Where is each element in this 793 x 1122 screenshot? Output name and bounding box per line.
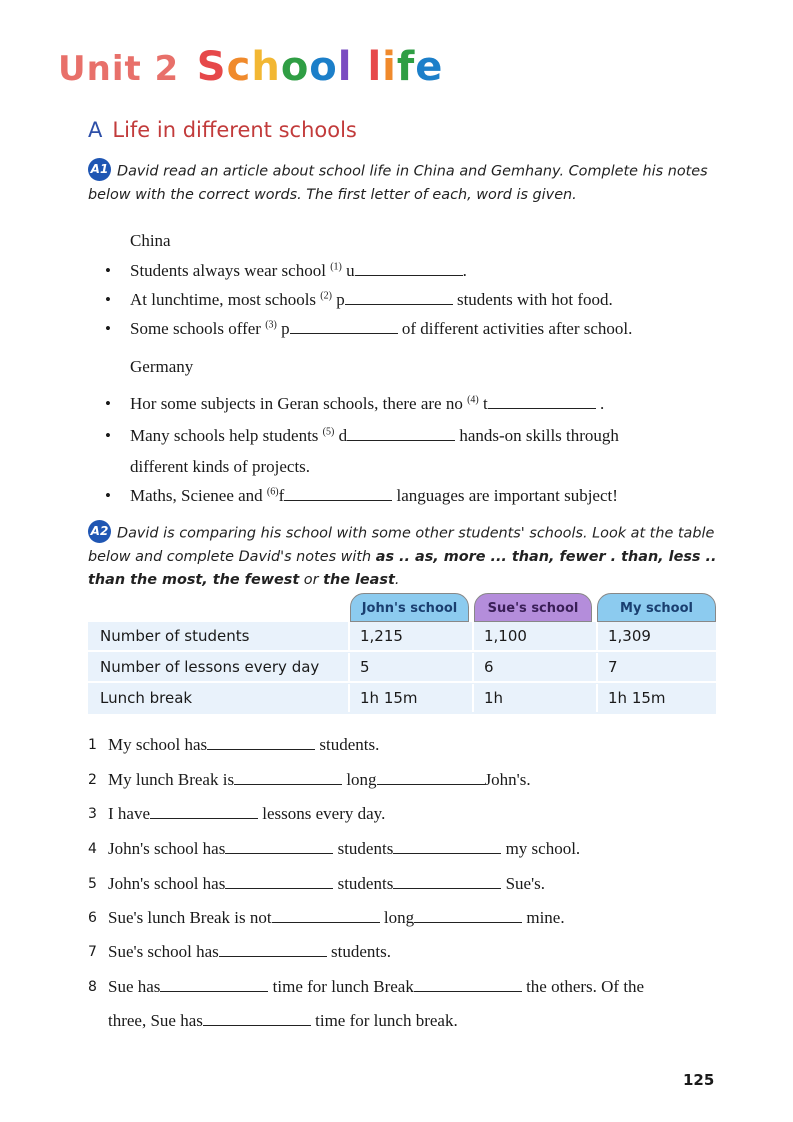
answer-blank[interactable] (272, 908, 380, 923)
answer-blank[interactable] (414, 908, 522, 923)
answer-blank-5[interactable] (347, 426, 455, 441)
unit-name-letter: h (251, 44, 281, 90)
unit-title (58, 44, 443, 90)
a2-instruction: A2 David is comparing his school with some other students' schools. Look at the table below and complete David's notes with as .. as, more ... than, fewer . than, less .. than the most, the fewest or the least. (88, 522, 728, 592)
a2-badge: A2 (88, 520, 111, 543)
unit-name-letter: c (226, 44, 252, 90)
answer-blank[interactable] (414, 977, 522, 992)
answer-blank[interactable] (203, 1011, 311, 1026)
question-number: 7 (88, 944, 97, 960)
question-number: 8 (88, 979, 97, 995)
bullet-icon: • (105, 261, 111, 280)
table-row (88, 622, 716, 652)
table-cell: 1,100 (474, 622, 598, 650)
unit-name-letter: e (415, 44, 444, 90)
answer-blank[interactable] (150, 804, 258, 819)
bullet-icon: • (105, 319, 111, 338)
unit-name-letter: o (280, 44, 310, 90)
table-cell: 1,215 (350, 622, 474, 650)
answer-blank[interactable] (225, 874, 333, 889)
unit-name-letter: l (367, 44, 383, 90)
answer-blank-6[interactable] (284, 486, 392, 501)
answer-blank[interactable] (393, 874, 501, 889)
question-number: 6 (88, 910, 97, 926)
unit-name-letter: f (396, 44, 416, 90)
unit-name-letter: S (196, 44, 227, 90)
bullet-icon: • (105, 290, 111, 309)
section-title-text: Life in different schools (112, 118, 357, 142)
unit-label: Unit 2 (58, 49, 180, 89)
table-cell: 6 (474, 653, 598, 681)
table-cell: 1h 15m (608, 689, 666, 707)
question-number: 3 (88, 806, 97, 822)
table-row (88, 653, 716, 683)
header-sues-school: Sue's school (474, 593, 592, 622)
answer-blank-1[interactable] (355, 261, 463, 276)
answer-blank[interactable] (219, 942, 327, 957)
answer-blank-3[interactable] (290, 319, 398, 334)
bullet-icon: • (105, 426, 111, 445)
unit-name-letter (353, 44, 368, 90)
question-number: 4 (88, 841, 97, 857)
china-heading: China (130, 231, 171, 250)
germany-heading: Germany (130, 357, 194, 376)
table-cell: 7 (608, 658, 618, 676)
answer-blank[interactable] (207, 735, 315, 750)
answer-blank-2[interactable] (345, 290, 453, 305)
unit-name-letter: i (382, 44, 397, 90)
row-label: Lunch break (88, 684, 350, 712)
question-number: 5 (88, 876, 97, 892)
a1-badge: A1 (88, 158, 111, 181)
table-row (88, 684, 716, 714)
table-cell: 5 (350, 653, 474, 681)
comparison-table (88, 622, 716, 714)
answer-blank-4[interactable] (488, 394, 596, 409)
row-label: Number of students (88, 622, 350, 650)
question-number: 1 (88, 737, 97, 753)
germany-item-2-cont: different kinds of projects. (130, 457, 311, 476)
answer-blank[interactable] (393, 839, 501, 854)
bullet-icon: • (105, 394, 111, 413)
table-header (350, 593, 716, 623)
answer-blank[interactable] (160, 977, 268, 992)
row-label: Number of lessons every day (88, 653, 350, 681)
section-title (88, 118, 357, 142)
a1-instruction-text: David read an article about school life in China and Gemhany. Complete his notes below with the correct words. The first letter of each, word is given. (88, 163, 708, 203)
unit-name-letter: o (309, 44, 338, 90)
header-my-school: My school (597, 593, 716, 622)
answer-blank[interactable] (234, 770, 342, 785)
table-cell: 1,309 (608, 627, 651, 645)
question-number: 2 (88, 772, 97, 788)
unit-name (197, 44, 444, 90)
section-letter: A (88, 118, 103, 142)
table-cell: 1h (474, 684, 598, 712)
answer-blank[interactable] (377, 770, 485, 785)
unit-name-letter: l (337, 44, 353, 90)
bullet-icon: • (105, 486, 111, 505)
answer-blank[interactable] (225, 839, 333, 854)
table-cell: 1h 15m (350, 684, 474, 712)
page-number: 125 (683, 1071, 715, 1089)
a1-instruction (88, 160, 728, 207)
header-johns-school: John's school (350, 593, 469, 622)
